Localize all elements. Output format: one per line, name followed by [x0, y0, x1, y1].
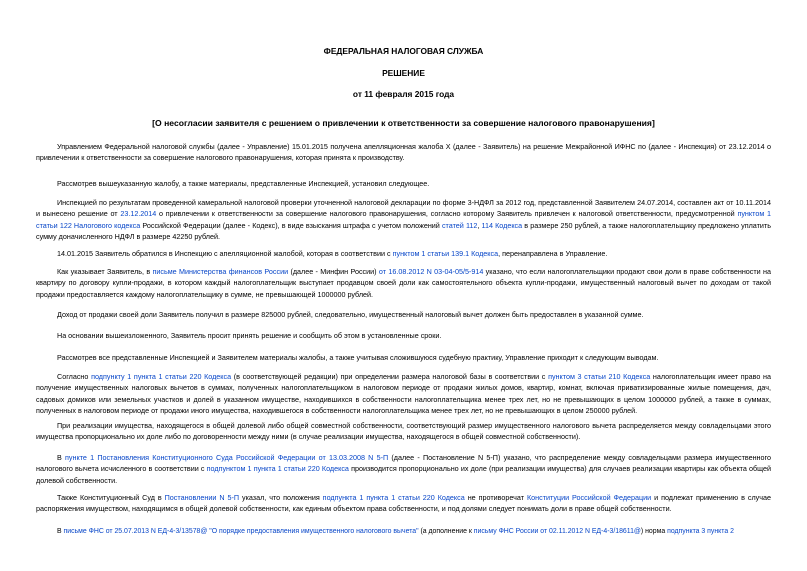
paragraph-11	[36, 452, 771, 486]
doc-link[interactable]: 23.12.2014	[120, 209, 157, 219]
text-span: (а дополнение к	[418, 528, 474, 535]
paragraph-8: Рассмотрев все представленные Инспекцией и Заявителем материалы жалобы, а также учитывая сложившуюся судебную практику, Управление приходит к следующим выводам.	[57, 353, 659, 362]
doc-link[interactable]: пункте 1 Постановления Конституционного Суда Российской Федерации от 13.03.2008 N 5-П	[65, 453, 389, 462]
doc-link[interactable]: подпункту 1 пункта 1 статьи 220 Кодекса	[91, 372, 232, 381]
paragraph-3	[36, 197, 771, 243]
paragraph-6: Доход от продажи своей доли Заявитель получил в размере 825000 рублей, следовательно, имущественный налоговый вычет должен быть предоставлен в указанной сумме.	[57, 310, 644, 319]
doc-link[interactable]: пунктом 3 статьи 210 Кодекса	[548, 372, 651, 381]
text-span: и подлежат применению в случае распоряжения имуществом, находящимся в общей долевой собственности, как единым объектом права собственности, и под долями следует понимать доли в праве общей собственности.	[36, 493, 771, 514]
text-span: , перенаправлена в Управление.	[498, 249, 608, 258]
doc-link[interactable]: подпункта 3 пункта 2	[667, 528, 734, 535]
document-type: РЕШЕНИЕ	[382, 68, 425, 78]
text-span: Также Конституционный Суд в	[57, 493, 165, 502]
text-span: Инспекцией по результатам проведенной камеральной налоговой проверки уточненной налоговой декларации по форме 3-НДФЛ за 2012 год, представленной Заявителем 24.07.2014, составлен акт от 10.11.2014 и вынесено решение от	[36, 198, 771, 219]
text-span: 14.01.2015 Заявитель обратился в Инспекцию с апелляционной жалобой, которая в соответствии с	[57, 249, 393, 258]
text-span: ) норма	[640, 528, 668, 535]
text-span: Российской Федерации (далее - Кодекс), в виде взыскания штрафа с учетом положений	[140, 220, 442, 230]
paragraph-13	[57, 526, 771, 537]
doc-link[interactable]: Постановлении N 5-П	[164, 493, 240, 502]
paragraph-9	[36, 371, 771, 417]
paragraph-5	[36, 266, 771, 300]
text-span: В	[57, 528, 64, 535]
document-subject: [О несогласии заявителя с решением о привлечении к ответственности за совершение налогового правонарушения]	[152, 118, 655, 128]
agency-title: ФЕДЕРАЛЬНАЯ НАЛОГОВАЯ СЛУЖБА	[323, 46, 484, 56]
text-span: (далее - Минфин России)	[288, 267, 379, 276]
text-span: (в соответствующей редакции) при определении размера налоговой базы в соответствии с	[231, 372, 549, 381]
doc-link[interactable]: подпунктом 1 пункта 1 статьи 220 Кодекса	[206, 464, 349, 474]
doc-link[interactable]: письме Министерства финансов России	[152, 267, 289, 276]
doc-link[interactable]: статей 112	[441, 220, 478, 230]
paragraph-4	[57, 248, 771, 259]
text-span: Согласно	[57, 372, 92, 381]
text-span: налогоплательщик имеет право на получение имущественных налоговых вычетов в суммах, полученных налогоплательщиком в налоговом периоде от продажи жилых домов, квартир, комнат, включая приватизированные жилые помещения, дач, садовых домиков или земельных участков и долей в указанном имуществе, находившихся в собственности налогоплательщика менее трех лет, но не превышающих в целом 1000000 рублей, а также в суммах, полученных в налоговом периоде от продажи иного имущества, находившегося в собственности налогоплательщика менее трех лет, но не превышающих в целом 250000 рублей.	[36, 372, 771, 416]
text-span: в размере 250 рублей, а также налогоплательщику предложено уплатить сумму доначисленного НДФЛ в размере 42250 рублей.	[36, 220, 771, 242]
doc-link[interactable]: письме ФНС от 25.07.2013 N ЕД-4-3/13578@ "О порядке предоставления имущественного налогового вычета"	[63, 528, 419, 535]
text-span: ,	[477, 220, 482, 230]
text-span: В	[57, 453, 66, 462]
doc-link[interactable]: пунктом 1 статьи 122 Налогового кодекса	[36, 209, 771, 230]
doc-link[interactable]: подпункта 1 пункта 1 статьи 220 Кодекса	[322, 493, 465, 502]
doc-link[interactable]: 114 Кодекса	[481, 220, 523, 230]
text-span: (далее - Постановление N 5-П) указано, что распределение между совладельцами размера имущественного налогового вычета исчисленного в соответствии с	[36, 453, 771, 474]
doc-link[interactable]: Конституции Российской Федерации	[526, 493, 652, 502]
paragraph-10: При реализации имущества, находящегося в общей долевой либо общей совместной собственности, соответствующий размер имущественного налогового вычета распределяется между совладельцами этого имущества пропорционально их доле либо по договоренности между ними (в случае реализации имущества, находящегося в общей совместной собственности).	[36, 421, 771, 442]
text-span: не противоречат	[464, 493, 527, 502]
doc-link[interactable]: от 16.08.2012 N 03-04-05/5-914	[378, 267, 484, 276]
text-span: Как указывает Заявитель, в	[57, 267, 153, 276]
paragraph-2: Рассмотрев вышеуказанную жалобу, а также материалы, представленные Инспекцией, установил следующее.	[57, 179, 430, 188]
text-span: о привлечении к ответственности за совершение налогового правонарушения, согласно которому Заявитель привлечен к налоговой ответственности, предусмотренной	[156, 209, 738, 219]
doc-link[interactable]: пунктом 1 статьи 139.1 Кодекса	[392, 249, 499, 258]
paragraph-7: На основании вышеизложенного, Заявитель просит принять решение и сообщить об этом в установленные сроки.	[57, 331, 442, 340]
text-span: указал, что положения	[239, 493, 323, 502]
paragraph-12	[36, 492, 771, 515]
doc-link[interactable]: письму ФНС России от 02.11.2012 N ЕД-4-3/18611@	[473, 528, 641, 535]
document-date: от 11 февраля 2015 года	[352, 89, 455, 99]
text-span: производится пропорционально их доле (при реализации имущества) для случаев реализации квартиры как объекта общей долевой собственности.	[36, 464, 772, 485]
text-span: указано, что если налогоплательщики продают свои доли в праве собственности на квартиру по договору купли-продажи, в котором каждый налогоплательщик выступает продавцом своей доли как самостоятельного объекта купли-продажи, имущественный налоговый вычет по доходам от такой продажи предоставляется каждому налогоплательщику в сумме, не превышающей 1000000 рублей.	[36, 267, 771, 299]
paragraph-1: Управлением Федеральной налоговой службы (далее - Управление) 15.01.2015 получена апелляционная жалоба Х (далее - Заявитель) на решение Межрайонной ИФНС по (далее - Инспекция) от 23.12.2014 о привлечении к ответственности за совершение налогового правонарушения, которая принята к производству.	[36, 142, 771, 163]
